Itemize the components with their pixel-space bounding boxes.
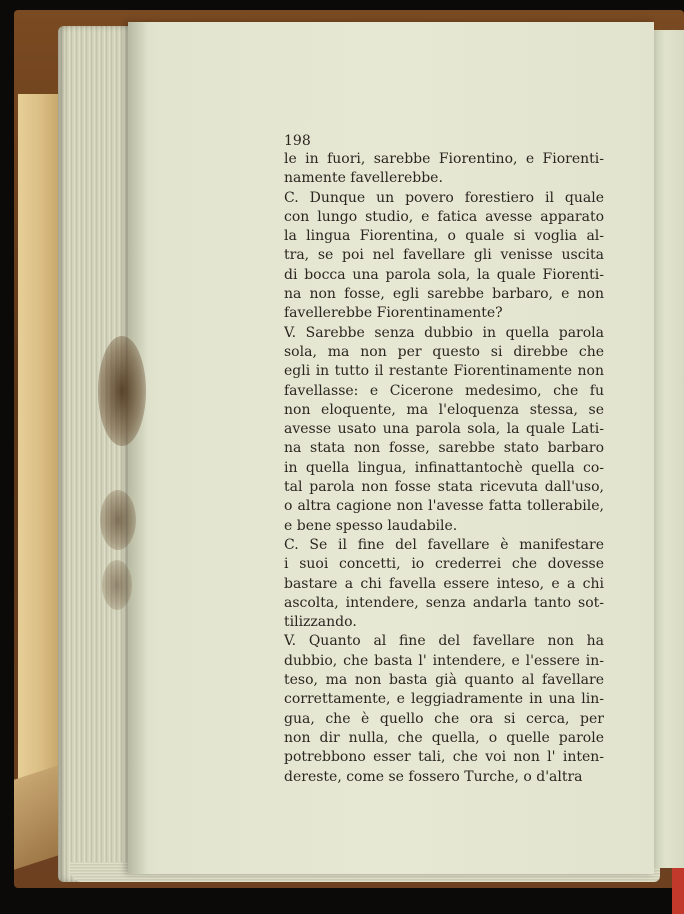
text-line: tal parola non fosse stata ricevuta dall'uso,: [284, 479, 604, 496]
text-line: na stata non fosse, sarebbe stato barbaro: [284, 440, 604, 457]
page-text: [284, 138, 604, 787]
page-edges-stack: [58, 26, 138, 882]
text-line: di bocca una parola sola, la quale Fiorenti-: [284, 266, 604, 283]
text-line: sola, ma non per questo si direbbe che: [284, 343, 604, 360]
text-line: tilizzando.: [284, 614, 357, 631]
text-line: namente favellerebbe.: [284, 170, 443, 187]
ink-stain: [100, 490, 136, 550]
text-line: na non fosse, egli sarebbe barbaro, e non: [284, 286, 604, 303]
text-line: favellerebbe Fiorentinamente?: [284, 305, 503, 322]
text-line: in quella lingua, infinattantochè quella co-: [284, 459, 604, 476]
text-line: potrebbono esser tali, che voi non l' inten-: [284, 749, 604, 766]
text-line: favellasse: e Cicerone medesimo, che fu: [284, 382, 604, 399]
facing-page-edge: [652, 30, 684, 868]
page-number: 198: [284, 133, 311, 149]
text-line: o altra cagione non l'avesse fatta tollerabile,: [284, 498, 604, 515]
text-line: la lingua Fiorentina, o quale si voglia al-: [284, 228, 604, 245]
text-line: dereste, come se fossero Turche, o d'altra: [284, 768, 583, 785]
text-line: le in fuori, sarebbe Fiorentino, e Fiorenti-: [284, 151, 604, 167]
text-line: e bene spesso laudabile.: [284, 517, 458, 534]
text-line: teso, ma non basta già quanto al favellare: [284, 672, 604, 689]
text-line: avesse usato una parola sola, la quale Lati-: [284, 421, 604, 438]
text-line: non eloquente, ma l'eloquenza stessa, se: [284, 401, 604, 418]
text-line: dubbio, che basta l' intendere, e l'essere in-: [284, 652, 604, 669]
text-line: tra, se poi nel favellare gli venisse uscita: [284, 247, 604, 264]
text-line: con lungo studio, e fatica avesse apparato: [284, 208, 604, 225]
text-line: i suoi concetti, io crederrei che dovesse: [284, 556, 604, 573]
text-line: V. Quanto al fine del favellare non ha: [284, 633, 604, 650]
text-line: egli in tutto il restante Fiorentinamente non: [284, 363, 604, 380]
gutter-shadow: [128, 22, 148, 874]
text-line: ascolta, intendere, senza andarla tanto sot-: [284, 594, 604, 611]
text-line: gua, che è quello che ora si cerca, per: [284, 710, 604, 727]
text-line: non dir nulla, che quella, o quelle parole: [284, 729, 604, 746]
text-line: bastare a chi favella essere inteso, e a chi: [284, 575, 604, 592]
text-line: C. Se il fine del favellare è manifestare: [284, 536, 604, 553]
red-edge-mark: [672, 868, 684, 914]
ink-stain: [98, 336, 146, 446]
text-line: V. Sarebbe senza dubbio in quella parola: [284, 324, 604, 341]
ink-stain: [102, 560, 132, 610]
cover-edge-strip: [18, 94, 58, 806]
text-line: correttamente, e leggiadramente in una lin-: [284, 691, 604, 708]
text-line: C. Dunque un povero forestiero il quale: [284, 189, 604, 206]
